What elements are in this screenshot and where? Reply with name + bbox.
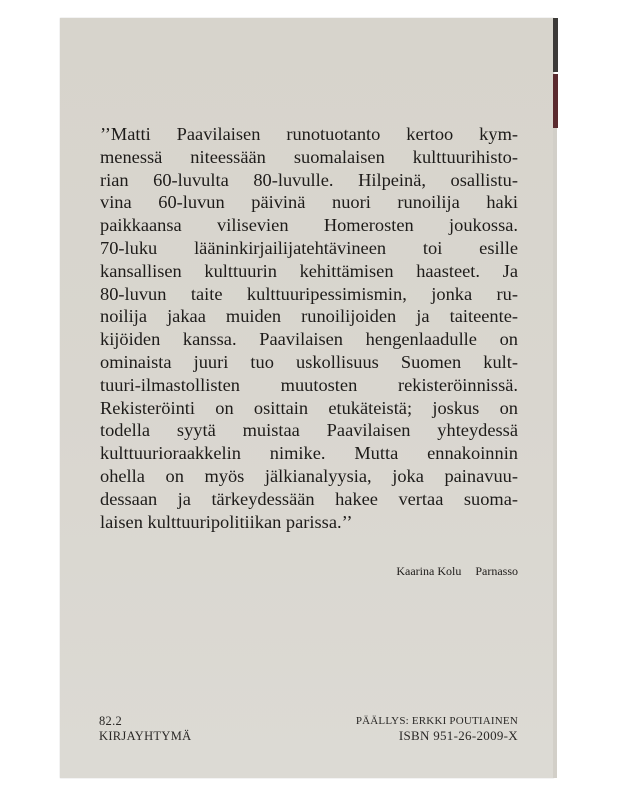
attribution-source: Parnasso [475,564,518,578]
cover-designer-credit: PÄÄLLYS: ERKKI POUTIAINEN [355,715,518,727]
blurb-line: vina 60-luvun päivinä nuori runoilija haki [100,192,518,213]
publisher-name: KIRJAYHTYMÄ [99,728,192,743]
publisher-info [99,714,191,743]
blurb-line: kijöiden kanssa. Paavilaisen hengenlaadulle on [100,329,518,350]
blurb-line: dessaan ja tärkeydessään hakee vertaa suoma- [100,488,518,509]
isbn-number: ISBN 951-26-2009-X [398,727,518,743]
blurb-line: 70-luku lääninkirjailijatehtävineen toi esille [100,237,518,258]
classification-code: 82.2 [99,714,123,728]
blurb-line: ominaista juuri tuo uskollisuus Suomen kult- [100,351,518,372]
blurb-line: ohella on myös jälkianalyysia, joka painavuu- [100,465,518,486]
review-blurb [100,123,518,533]
spine-edge [553,128,557,778]
book-credits [356,714,518,743]
blurb-line: Rekisteröinti on osittain etukäteistä; joskus on [100,397,518,418]
spine-maroon-band [553,74,558,128]
blurb-line: ’’Matti Paavilaisen runotuotanto kertoo kym- [100,124,518,144]
blurb-line: kansallisen kulttuurin kehittämisen haasteet. Ja [100,260,518,281]
blurb-line: tuuri-ilmastollisten muutosten rekisteröinnissä. [100,374,518,395]
blurb-line: rian 60-luvulta 80-luvulle. Hilpeinä, osallistu- [100,169,518,190]
blurb-line: laisen kulttuuripolitiikan parissa.’’ [100,511,353,532]
blurb-line: todella syytä muistaa Paavilaisen yhteydessä [100,420,518,441]
blurb-line: kulttuurioraakkelin nimike. Mutta ennakoinnin [100,443,518,464]
blurb-line: noilija jakaa muiden runoilijoiden ja taiteente- [100,306,518,327]
blurb-line: 80-luvun taite kulttuuripessimismin, jonka ru- [100,283,518,304]
spine-dark-band [553,18,558,72]
attribution-author: Kaarina Kolu [396,564,462,578]
review-attribution [340,564,518,579]
blurb-line: menessä niteessään suomalaisen kulttuurihisto- [100,146,518,167]
blurb-line: paikkaansa vilisevien Homerosten joukossa. [100,215,518,236]
